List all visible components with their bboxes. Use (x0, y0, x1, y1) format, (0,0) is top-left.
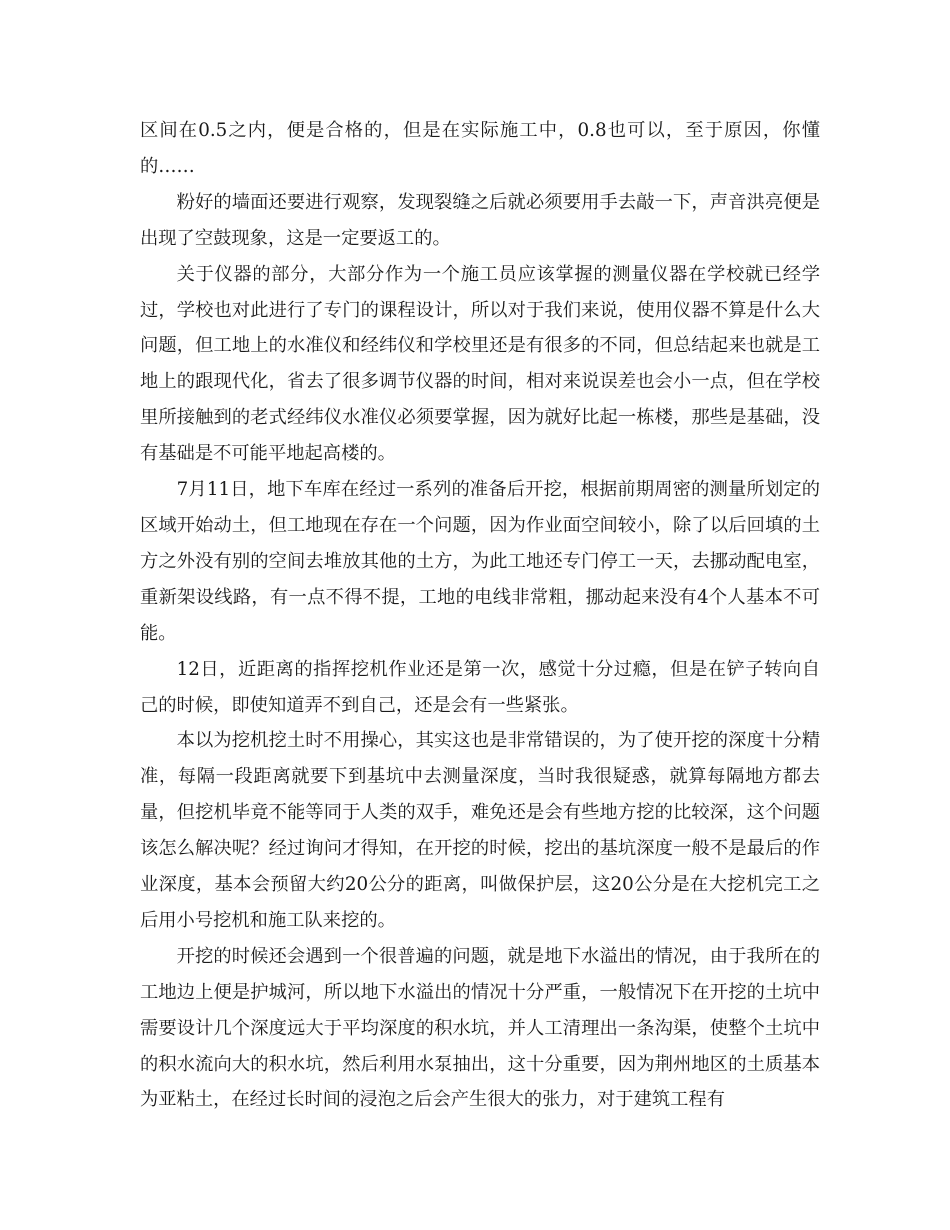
paragraph-1: 区间在0.5之内，便是合格的，但是在实际施工中，0.8也可以，至于原因，你懂的…… (140, 120, 820, 177)
paragraph-7: 开挖的时候还会遇到一个很普遍的问题，就是地下水溢出的情况，由于我所在的工地边上便是护城河，所以地下水溢出的情况十分严重，一般情况下在开挖的土坑中需要设计几个深度远大于平均深度的积水坑，并人工清理出一条沟渠，使整个土坑中的积水流向大的积水坑，然后利用水泵抽出，这十分重要，因为荆州地区的土质基本为亚粘土，在经过长时间的浸泡之后会产生很大的张力，对于建筑工程有 (140, 945, 820, 1111)
paragraph-4: 7月11日，地下车库在经过一系列的准备后开挖，根据前期周密的测量所划定的区域开始动土，但工地现在存在一个问题，因为作业面空间较小，除了以后回填的土方之外没有别的空间去堆放其他的土方，为此工地还专门停工一天，去挪动配电室，重新架设线路，有一点不得不提，工地的电线非常粗，挪动起来没有4个人基本不可能。 (140, 479, 820, 644)
paragraph-2: 粉好的墙面还要进行观察，发现裂缝之后就必须要用手去敲一下，声音洪亮便是出现了空鼓现象，这是一定要返工的。 (140, 191, 820, 249)
paragraph-3: 关于仪器的部分，大部分作为一个施工员应该掌握的测量仪器在学校就已经学过，学校也对此进行了专门的课程设计，所以对于我们来说，使用仪器不算是什么大问题，但工地上的水准仪和经纬仪和学校里还是有很多的不同，但总结起来也就是工地上的跟现代化，省去了很多调节仪器的时间，相对来说误差也会小一点，但在学校里所接触到的老式经纬仪水准仪必须要掌握，因为就好比起一栋楼，那些是基础，没有基础是不可能平地起高楼的。 (140, 263, 820, 465)
paragraph-6: 本以为挖机挖土时不用操心，其实这也是非常错误的，为了使开挖的深度十分精准，每隔一段距离就要下到基坑中去测量深度，当时我很疑惑，就算每隔地方都去量，但挖机毕竟不能等同于人类的双手，难免还是会有些地方挖的比较深，这个问题该怎么解决呢？经过询问才得知，在开挖的时候，挖出的基坑深度一般不是最后的作业深度，基本会预留大约20公分的距离，叫做保护层，这20公分是在大挖机完工之后用小号挖机和施工队来挖的。 (140, 730, 820, 931)
paragraph-5: 12日，近距离的指挥挖机作业还是第一次，感觉十分过瘾，但是在铲子转向自己的时候，即使知道弄不到自己，还是会有一些紧张。 (140, 658, 820, 716)
document-body (140, 113, 820, 1118)
